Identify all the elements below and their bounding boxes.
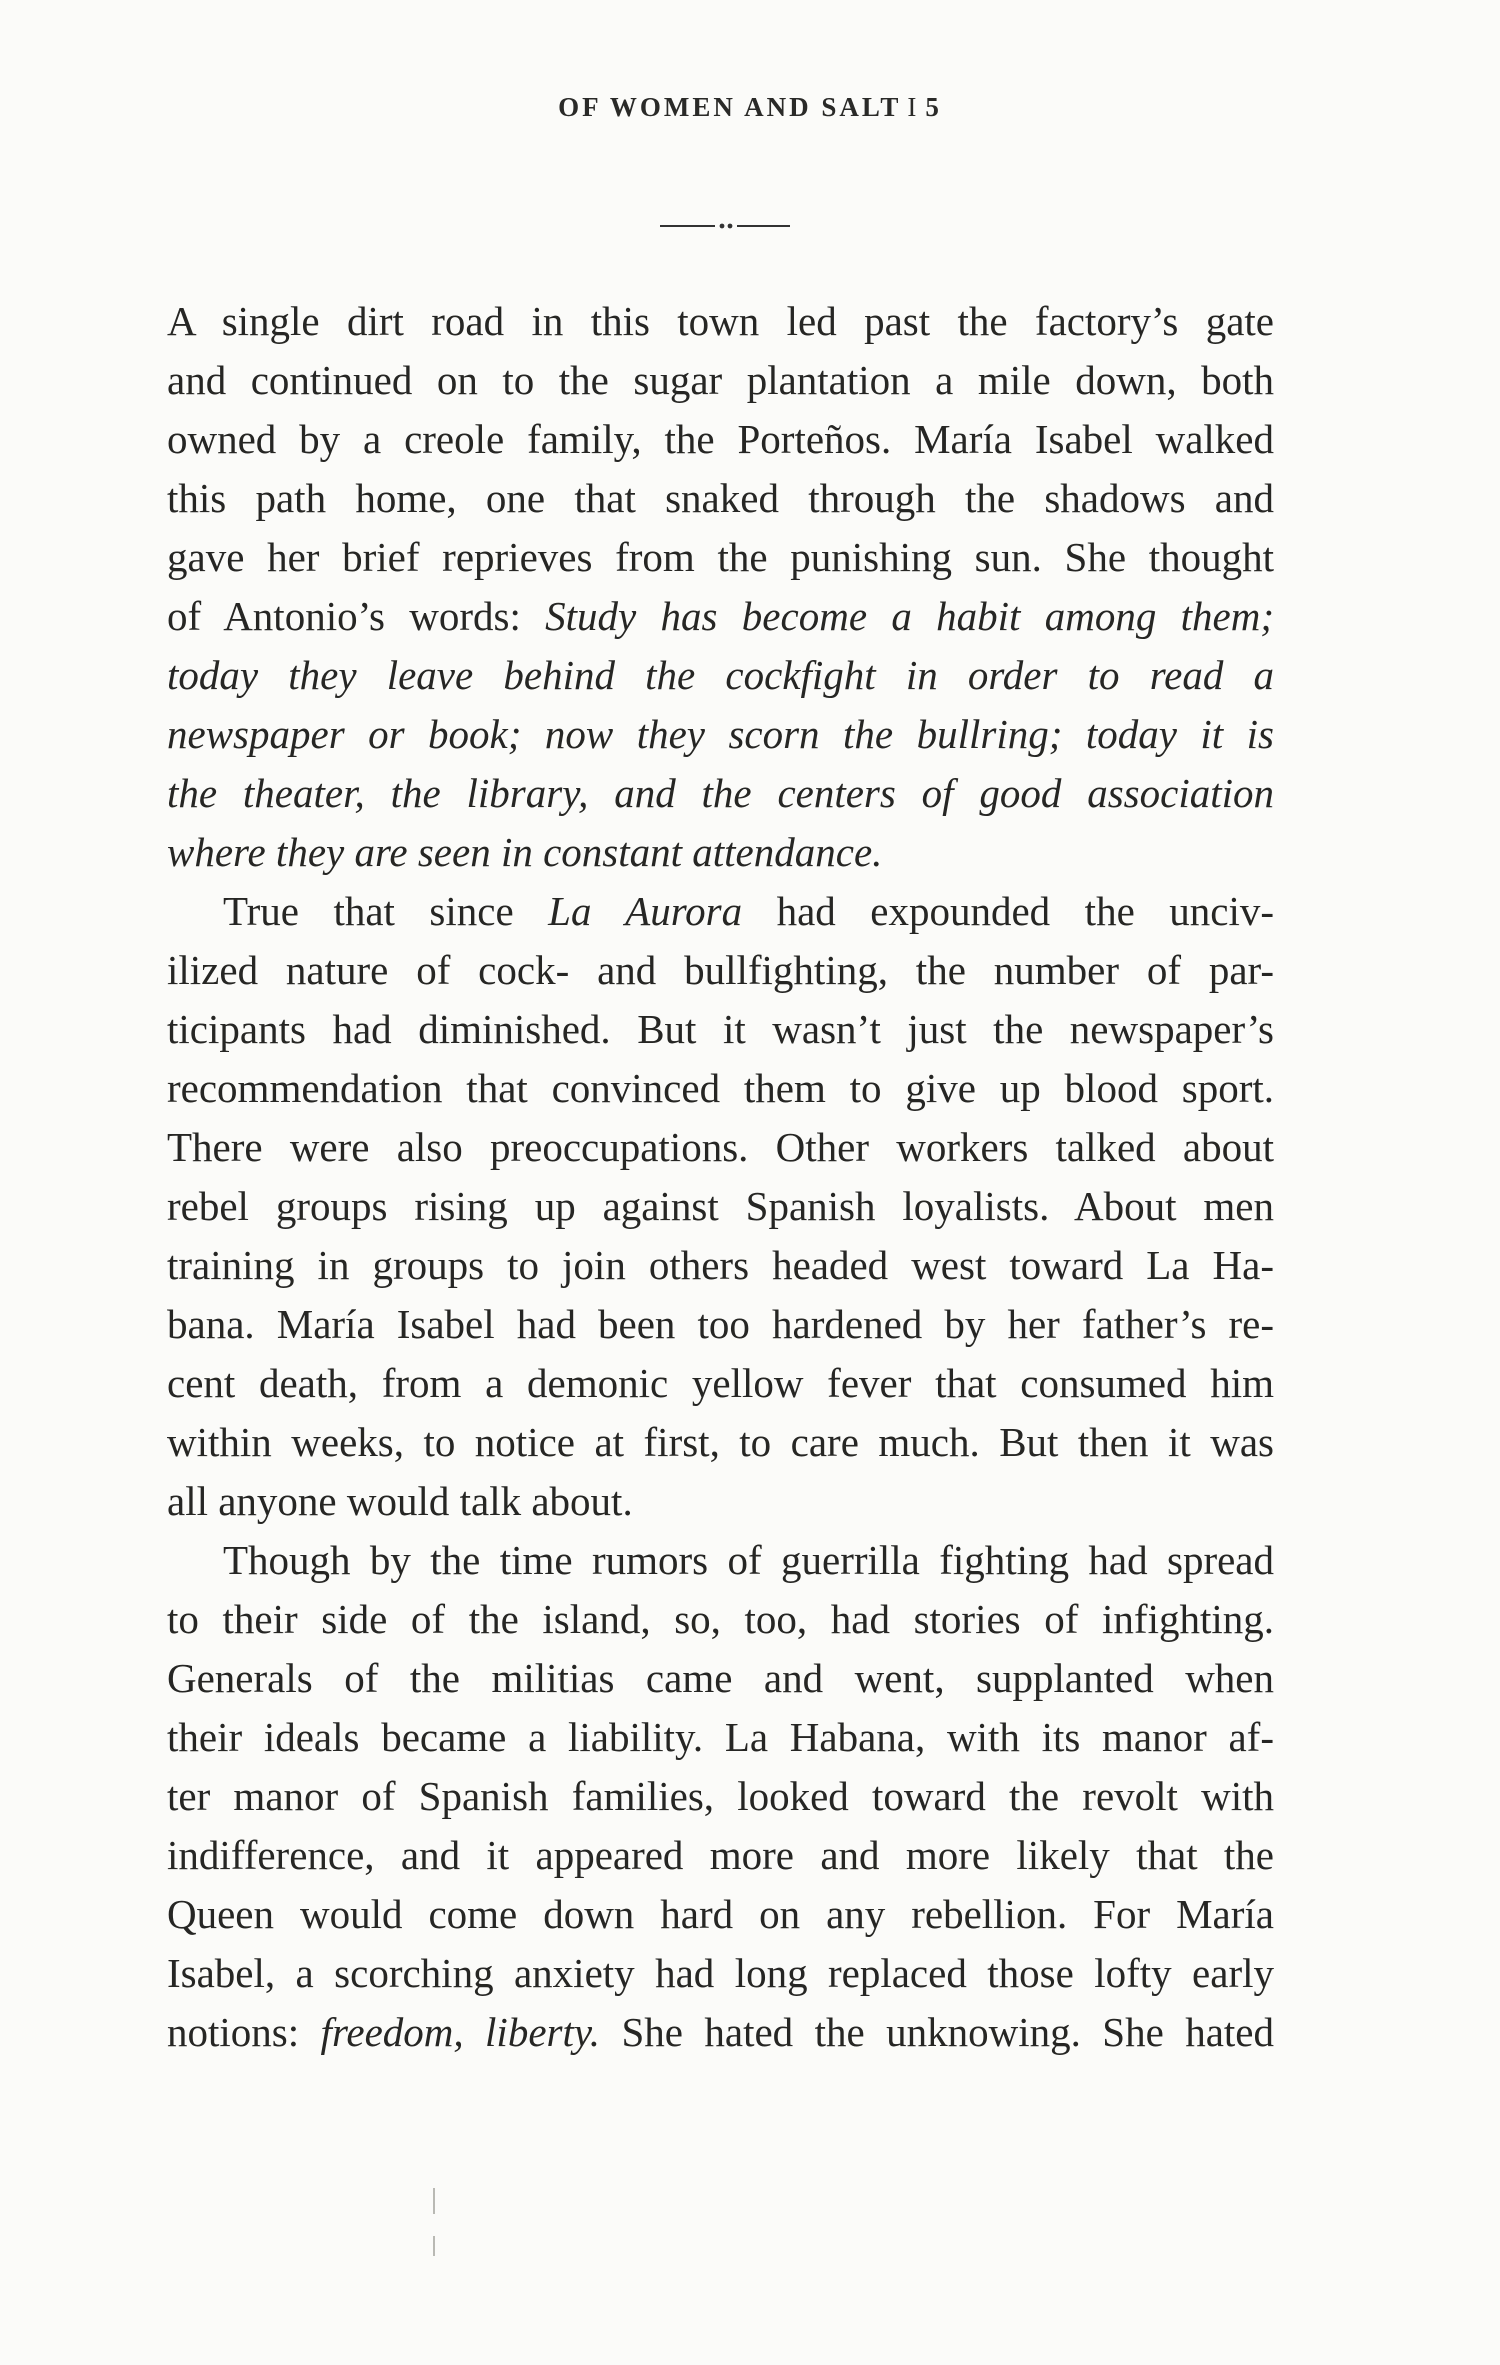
text-line: bana. María Isabel had been too hardened by her father’s re- [167, 1301, 1274, 1347]
text-run: True that since [223, 888, 549, 934]
text-line [167, 764, 1274, 823]
text-line [167, 882, 1274, 941]
text-line: Isabel, a scorching anxiety had long replaced those lofty early [167, 1950, 1274, 1996]
text-line: cent death, from a demonic yellow fever that consumed him [167, 1360, 1274, 1406]
text-line: There were also preoccupations. Other workers talked about [167, 1124, 1274, 1170]
paragraph-2 [167, 882, 1274, 1531]
text-line: ilized nature of cock- and bullfighting, the number of par- [167, 947, 1274, 993]
paragraph-1 [167, 292, 1274, 882]
text-line: training in groups to join others headed west toward La Ha- [167, 1242, 1274, 1288]
running-head [0, 92, 1500, 123]
text-line [167, 646, 1274, 705]
text-line: A single dirt road in this town led past the factory’s gate [167, 298, 1274, 344]
text-line: within weeks, to notice at first, to care much. But then it was [167, 1419, 1274, 1465]
body-text [167, 292, 1274, 2062]
text-line: Generals of the militias came and went, supplanted when [167, 1655, 1274, 1701]
italic-quote: today they leave behind the cockfight in order to read a [167, 652, 1274, 698]
text-line: owned by a creole family, the Porteños. María Isabel walked [167, 416, 1274, 462]
text-line: ticipants had diminished. But it wasn’t just the newspaper’s [167, 1006, 1274, 1052]
section-break-ornament [660, 222, 790, 230]
text-line: and continued on to the sugar plantation a mile down, both [167, 357, 1274, 403]
text-line [167, 823, 1274, 882]
book-title: OF WOMEN AND SALT [558, 92, 902, 122]
text-line: Queen would come down hard on any rebellion. For María [167, 1891, 1274, 1937]
italic-quote: where they are seen in constant attendance. [167, 829, 883, 875]
text-line: to their side of the island, so, too, had stories of infighting. [167, 1596, 1274, 1642]
italic-quote: the theater, the library, and the centers of good association [167, 770, 1274, 816]
italic-quote: Study has become a habit among them; [545, 593, 1274, 639]
text-run: had expounded the unciv- [742, 888, 1274, 934]
text-run: of Antonio’s words: [167, 593, 546, 639]
text-line [167, 1531, 1274, 1590]
newspaper-title: La Aurora [548, 888, 743, 934]
text-run: She hated the unknowing. She hated [600, 2009, 1274, 2055]
text-line: their ideals became a liability. La Habana, with its manor af- [167, 1714, 1274, 1760]
text-line: indifference, and it appeared more and more likely that the [167, 1832, 1274, 1878]
italic-emphasis: freedom, liberty. [320, 2009, 601, 2055]
text-line: gave her brief reprieves from the punishing sun. She thought [167, 534, 1274, 580]
text-line: this path home, one that snaked through the shadows and [167, 475, 1274, 521]
text-line: all anyone would talk about. [167, 1478, 633, 1524]
paragraph-3 [167, 1531, 1274, 2062]
text-line [167, 587, 1274, 646]
text-line: recommendation that convinced them to give up blood sport. [167, 1065, 1274, 1111]
text-line [167, 2003, 1274, 2062]
text-line [167, 705, 1274, 764]
scan-mark [433, 2236, 435, 2256]
scan-mark [433, 2188, 435, 2214]
page-number: 5 [925, 92, 942, 122]
text-line: rebel groups rising up against Spanish loyalists. About men [167, 1183, 1274, 1229]
header-separator: I [907, 92, 920, 122]
text-run: Though by the time rumors of guerrilla fighting had spread [223, 1537, 1274, 1583]
italic-quote: newspaper or book; now they scorn the bullring; today it is [167, 711, 1274, 757]
text-line: ter manor of Spanish families, looked toward the revolt with [167, 1773, 1274, 1819]
text-run: notions: [167, 2009, 321, 2055]
